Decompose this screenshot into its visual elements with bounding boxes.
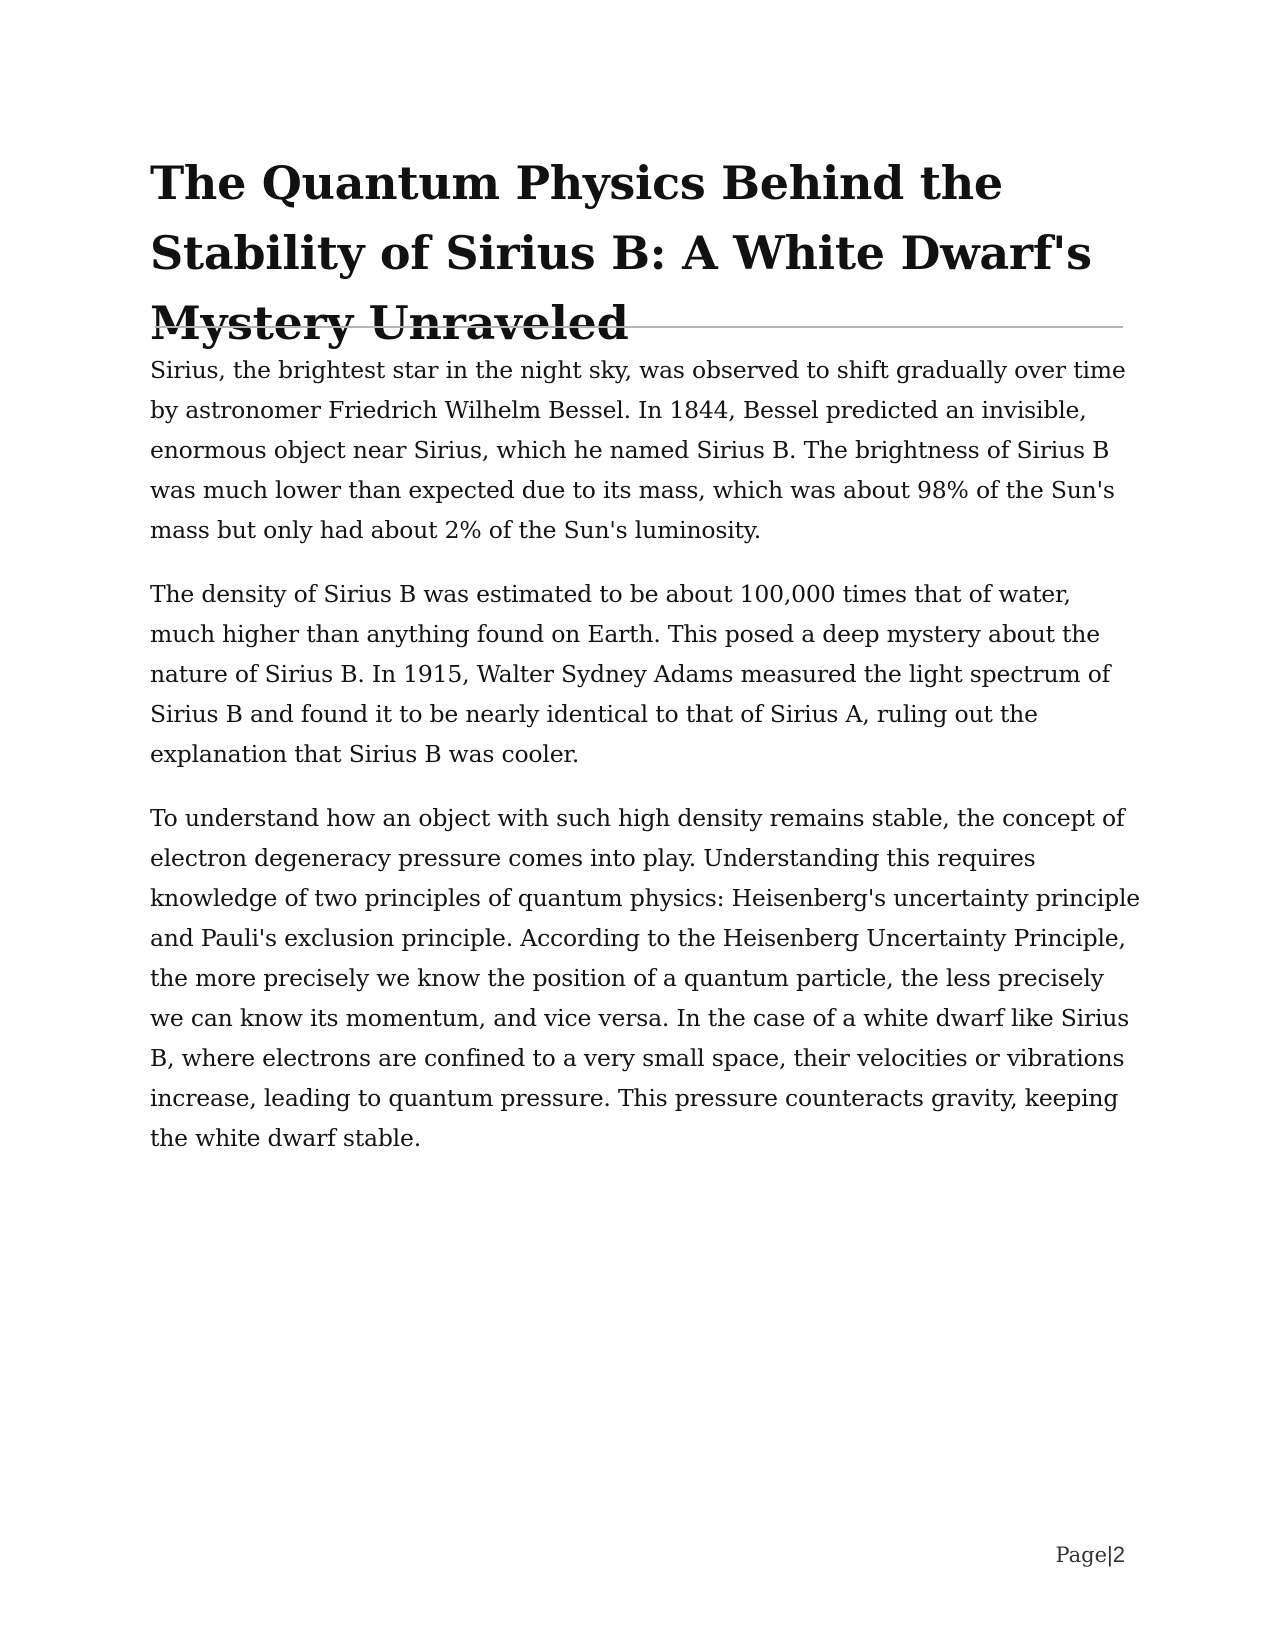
paragraph-3: To understand how an object with such high density remains stable, the concept of electron degeneracy pressure comes into play. Understanding this requires knowledge of two principles of quantum physics: Heisenberg's uncertainty principle and Pauli's exclusion principle. According to the Heisenberg Uncertainty Principle, the more precisely we know the position of a quantum particle, the less precisely we can know its momentum, and vice versa. In the case of a white dwarf like Sirius B, where electrons are confined to a very small space, their velocities or vibrations increase, leading to quantum pressure. This pressure counteracts gravity, keeping the white dwarf stable. [150, 804, 1141, 1152]
paragraph-1: Sirius, the brightest star in the night sky, was observed to shift gradually over time by astronomer Friedrich Wilhelm Bessel. In 1844, Bessel predicted an invisible, enormous object near Sirius, which he named Sirius B. The brightness of Sirius B was much lower than expected due to its mass, which was about 98% of the Sun's mass but only had about 2% of the Sun's luminosity. [150, 356, 1126, 544]
page-number-value: 2 [1112, 1542, 1125, 1567]
document-title: The Quantum Physics Behind the Stability of Sirius B: A White Dwarf's Mystery Unraveled [150, 156, 1092, 350]
title-divider [155, 326, 1123, 328]
page-number-separator: | [1107, 1542, 1113, 1567]
page-number-label: Page [1055, 1543, 1108, 1567]
page-number [1055, 1542, 1125, 1568]
paragraph-2: The density of Sirius B was estimated to be about 100,000 times that of water, much higher than anything found on Earth. This posed a deep mystery about the nature of Sirius B. In 1915, Walter Sydney Adams measured the light spectrum of Sirius B and found it to be nearly identical to that of Sirius A, ruling out the explanation that Sirius B was cooler. [150, 580, 1111, 768]
document-body [150, 350, 1140, 1182]
